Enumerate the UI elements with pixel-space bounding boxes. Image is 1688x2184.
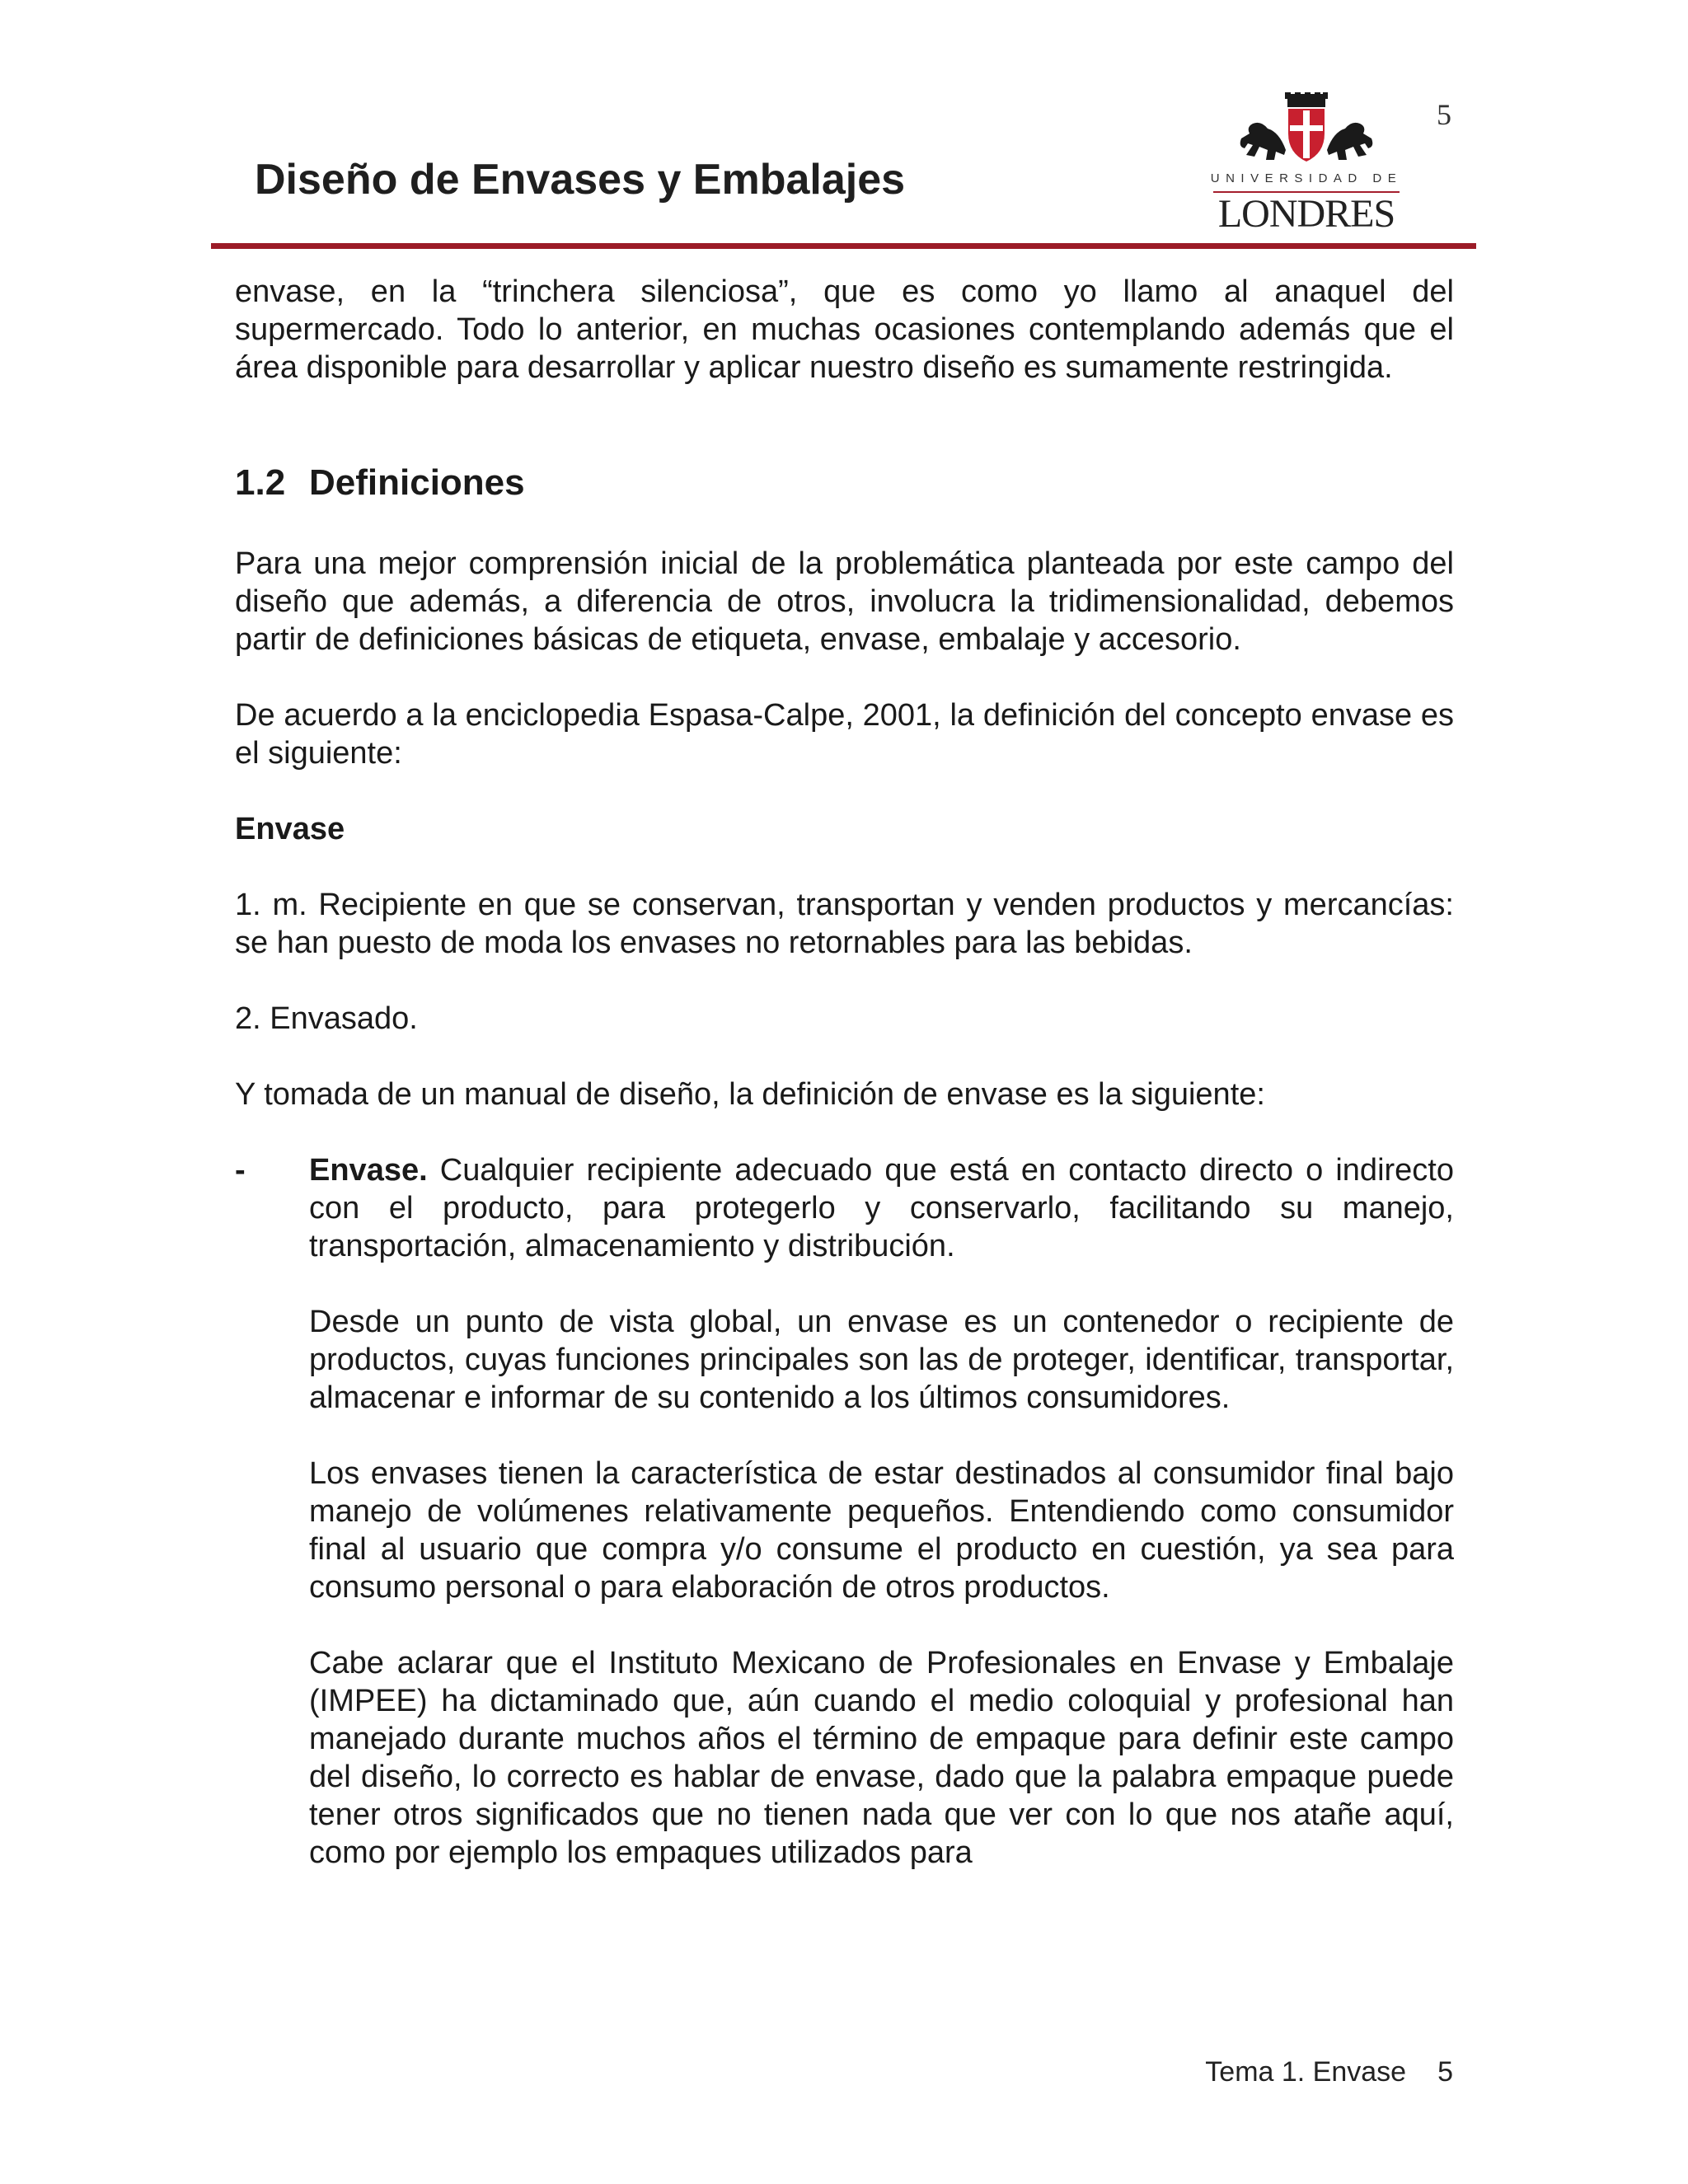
section-number: 1.2 — [235, 462, 286, 503]
bullet-content — [309, 1151, 1454, 1872]
header-page-number: 5 — [1437, 98, 1451, 131]
logo-subtitle: UNIVERSIDAD DE — [1210, 171, 1403, 185]
bullet-marker: - — [235, 1153, 246, 1188]
crest-icon — [1203, 92, 1409, 171]
paragraph: Y tomada de un manual de diseño, la definición de envase es la siguiente: — [235, 1077, 1265, 1112]
paragraph: De acuerdo a la enciclopedia Espasa-Calpe, 2001, la definición del concepto envase es el siguiente: — [235, 698, 1454, 771]
footer-label: Tema 1. Envase — [1205, 2056, 1407, 2088]
bullet-paragraph — [309, 1151, 1454, 1265]
paragraph: Para una mejor comprensión inicial de la problemática planteada por este campo del diseño que además, a diferencia de otros, involucra la tridimensionalidad, debemos partir de definiciones básicas de etiqueta, envase, embalaje y accesorio. — [235, 546, 1454, 657]
bullet-paragraph: Desde un punto de vista global, un envase es un contenedor o recipiente de productos, cuyas funciones principales son las de proteger, identificar, transportar, almacenar e informar de su contenido a los últimos consumidores. — [309, 1305, 1454, 1415]
university-logo — [1203, 92, 1409, 237]
section-heading — [235, 462, 1454, 504]
definition-item: 2. Envasado. — [235, 1001, 418, 1036]
intro-paragraph: envase, en la “trinchera silenciosa”, que es como yo llamo al anaquel del supermercado. Todo lo anterior, en muchas ocasiones contemplando además que el área disponible para desarrollar y aplicar nuestro diseño es sumamente restringida. — [235, 274, 1454, 385]
bullet-paragraph: Cabe aclarar que el Instituto Mexicano de Profesionales en Envase y Embalaje (IMPEE) ha dictaminado que, aún cuando el medio coloquial y profesional han manejado durante muchos años el término de empaque para definir este campo del diseño, lo correcto es hablar de envase, dado que la palabra empaque puede tener otros significados que no tienen nada que ver con lo que nos atañe aquí, como por ejemplo los empaques utilizados para — [309, 1646, 1454, 1870]
logo-wordmark: LONDRES — [1217, 192, 1395, 236]
document-title: Diseño de Envases y Embalajes — [255, 156, 906, 204]
bullet-paragraph: Los envases tienen la característica de estar destinados al consumidor final bajo manejo de volúmenes relativamente pequeños. Entendiendo como consumidor final al usuario que compra y/o consume el producto en cuestión, ya sea para consumo personal o para elaboración de otros productos. — [309, 1456, 1454, 1605]
definition-item: 1. m. Recipiente en que se conservan, transportan y venden productos y mercancías: se han puesto de moda los envases no retornables para las bebidas. — [235, 888, 1454, 960]
bullet-term: Envase. — [309, 1153, 428, 1188]
bullet-item — [235, 1151, 1454, 1872]
page-body — [235, 273, 1454, 1872]
page-footer — [1205, 2056, 1453, 2088]
term-heading: Envase — [235, 812, 345, 846]
section-title: Definiciones — [309, 462, 525, 503]
footer-page-number: 5 — [1437, 2056, 1453, 2088]
header-divider — [211, 243, 1476, 249]
bullet-text: Cualquier recipiente adecuado que está en contacto directo o indirecto con el producto, para protegerlo y conservarlo, facilitando su manejo, transportación, almacenamiento y distribución. — [309, 1153, 1454, 1263]
